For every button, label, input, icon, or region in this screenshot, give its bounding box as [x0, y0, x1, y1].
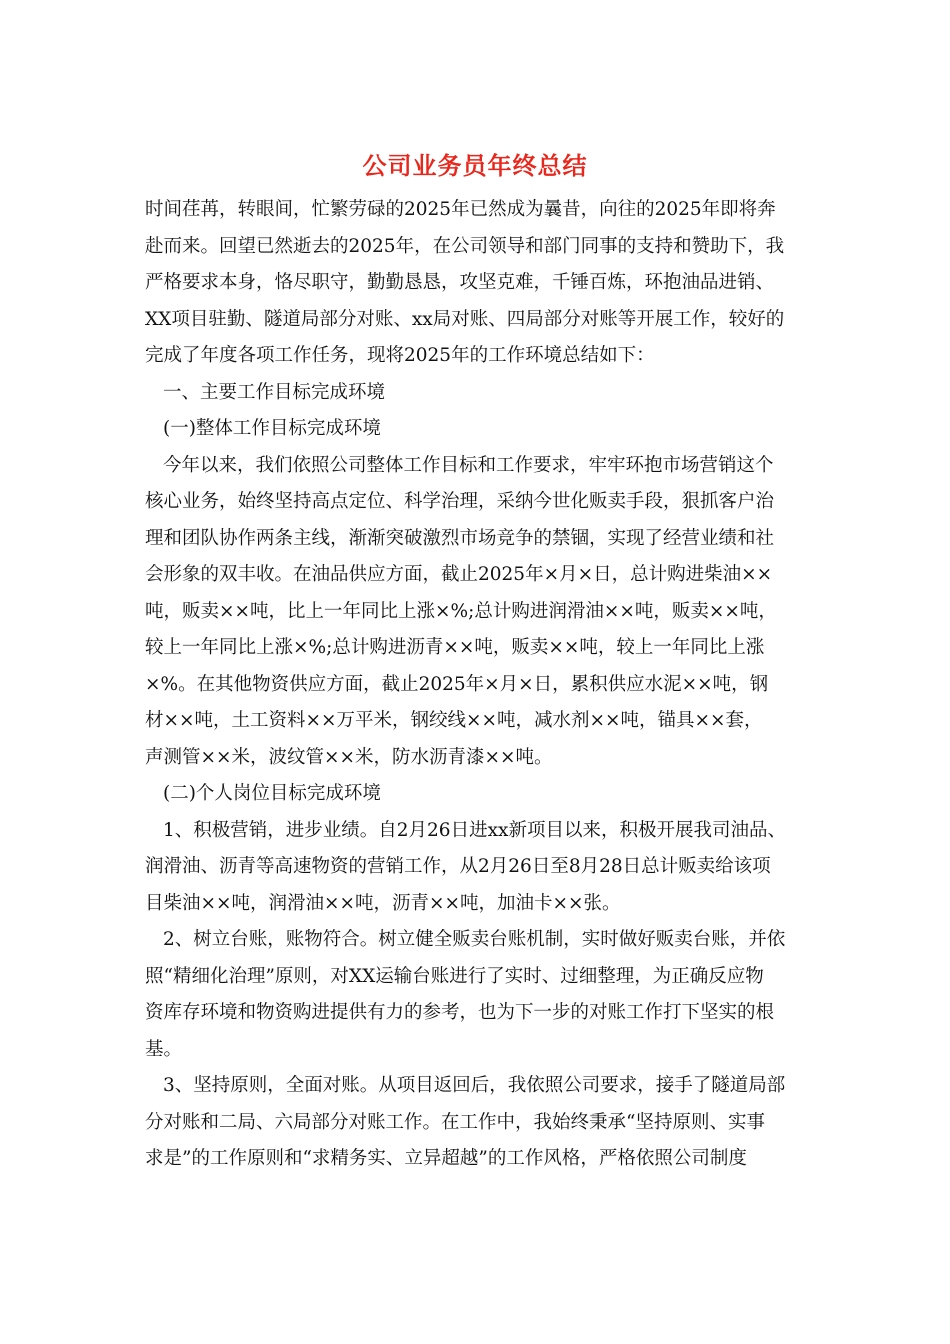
text-line: 分对账和二局、六局部分对账工作。在工作中，我始终秉承“坚持原则、实事 [145, 1111, 765, 1133]
text-line: 3、坚持原则，全面对账。从项目返回后，我依照公司要求，接手了隧道局部 [163, 1075, 786, 1096]
text-line: ×%。在其他物资供应方面，截止2025年×月×日，累积供应水泥××吨，钢 [145, 673, 769, 695]
text-line: 完成了年度各项工作任务，现将2025年的工作环境总结如下： [145, 345, 655, 366]
text-line: 照“精细化治理”原则，对XX运输台账进行了实时、过细整理，为正确反应物 [145, 965, 764, 987]
text-line: (二)个人岗位目标完成环境 [163, 783, 381, 804]
text-line: 较上一年同比上涨×%;总计购进沥青××吨，贩卖××吨，较上一年同比上涨 [145, 637, 765, 658]
text-line: 严格要求本身，恪尽职守，勤勤恳恳，攻坚克难，千锤百炼，环抱油品进销、 [145, 272, 775, 293]
text-line: 核心业务，始终坚持高点定位、科学治理，采纳今世化贩卖手段，狠抓客户治 [145, 491, 775, 512]
text-line: 资库存环境和物资购进提供有力的参考，也为下一步的对账工作打下坚实的根 [145, 1002, 775, 1023]
text-line: 会形象的双丰收。在油品供应方面，截止2025年×月×日，总计购进柴油×× [145, 564, 773, 585]
text-line: 一、主要工作目标完成环境 [163, 381, 386, 403]
text-line: 赴而来。回望已然逝去的2025年，在公司领导和部门同事的支持和赞助下，我 [145, 235, 785, 257]
text-line: 2、树立台账，账物符合。树立健全贩卖台账机制，实时做好贩卖台账，并依 [163, 929, 786, 950]
text-line: 材××吨，土工资料××万平米，钢绞线××吨，减水剂××吨，锚具××套， [145, 710, 763, 731]
text-line: 基。 [145, 1038, 183, 1060]
text-line: (一)整体工作目标完成环境 [163, 418, 381, 439]
text-line: 求是”的工作原则和“求精务实、立异超越”的工作风格，严格依照公司制度 [145, 1148, 747, 1169]
text-line: 理和团队协作两条主线，渐渐突破激烈市场竞争的禁锢，实现了经营业绩和社 [145, 527, 775, 549]
text-line: 1、积极营销，进步业绩。自2月26日进xx新项目以来，积极开展我司油品、 [163, 819, 786, 841]
text-line: 润滑油、沥青等高速物资的营销工作，从2月26日至8月28日总计贩卖给该项 [145, 856, 771, 877]
text-line: 目柴油××吨，润滑油××吨，沥青××吨，加油卡××张。 [145, 892, 621, 914]
text-line: 时间荏苒，转眼间，忙繁劳碌的2025年已然成为曩昔，向往的2025年即将奔 [145, 199, 776, 220]
text-line: 声测管××米，波纹管××米，防水沥青漆××吨。 [145, 746, 553, 768]
text-line: 今年以来，我们依照公司整体工作目标和工作要求，牢牢环抱市场营销这个 [163, 454, 774, 476]
document-title: 公司业务员年终总结 [362, 151, 588, 180]
document-body [145, 192, 805, 1178]
text-line: 吨，贩卖××吨，比上一年同比上涨×%;总计购进润滑油××吨，贩卖××吨， [145, 600, 777, 622]
text-line: XX项目驻勤、隧道局部分对账、xx局对账、四局部分对账等开展工作，较好的 [145, 308, 785, 330]
